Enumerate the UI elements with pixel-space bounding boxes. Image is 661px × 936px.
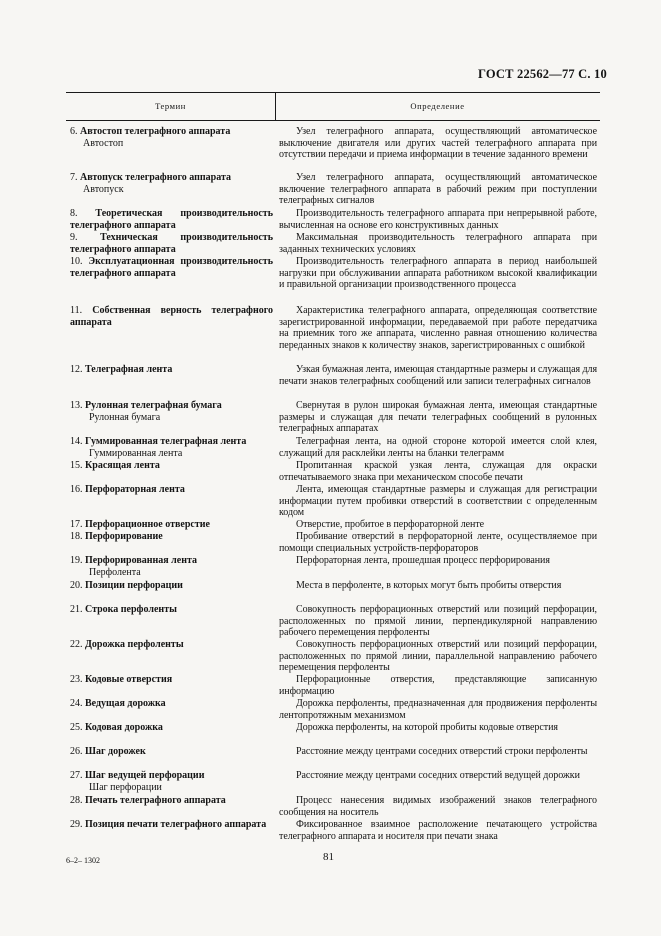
term-cell	[70, 746, 274, 758]
term-name: Теоретическая производительность телеграфного аппарата	[70, 208, 273, 231]
term-number: 22.	[70, 639, 83, 650]
term-number: 13.	[70, 400, 83, 411]
term-number: 21.	[70, 604, 83, 615]
term-cell	[70, 232, 273, 255]
definition-cell: Дорожка перфоленты, на которой пробиты кодовые отверстия	[296, 722, 558, 733]
definition-cell: Перфорационные отверстия, представляющие записанную информацию	[279, 674, 597, 697]
print-code: 6–2– 1302	[66, 856, 100, 865]
definition-cell: Пропитанная краской узкая лента, служащая для окраски отпечатываемого знака при механическом способе печати	[279, 460, 597, 483]
term-number: 9.	[70, 232, 78, 243]
term-number: 29.	[70, 819, 83, 830]
term-number: 18.	[70, 531, 83, 542]
term-cell	[70, 208, 273, 231]
term-name: Собственная верность телеграфного аппарата	[70, 305, 273, 328]
definition-cell: Пробивание отверстий в перфораторной ленте, осуществляемое при помощи специальных устройств-перфораторов	[279, 531, 597, 554]
term-number: 10.	[70, 256, 83, 267]
definition-cell: Перфораторная лента, прошедшая процесс перфорирования	[296, 555, 550, 566]
definition-cell: Процесс нанесения видимых изображений знаков телеграфного сообщения на носитель	[279, 795, 597, 818]
term-short-form: Рулонная бумага	[89, 411, 161, 423]
term-cell	[70, 519, 274, 531]
term-cell	[70, 436, 274, 459]
term-name: Позиции перфорации	[85, 580, 183, 591]
term-number: 15.	[70, 460, 83, 471]
column-header-definitions: Определение	[410, 101, 465, 111]
definition-cell: Телеграфная лента, на одной стороне которой имеется слой клея, служащий для расклейки ленты на бланки телеграмм	[279, 436, 597, 459]
term-short-form: Шаг перфорации	[89, 781, 162, 793]
term-cell	[70, 580, 274, 592]
term-number: 28.	[70, 795, 83, 806]
term-cell	[70, 484, 274, 496]
definition-cell: Совокупность перфорационных отверстий или позиций перфорации, расположенных по прямой линии, перпендикулярной направлению рабочего перемещения перфоленты	[279, 604, 597, 639]
term-number: 26.	[70, 746, 83, 757]
term-name: Шаг дорожек	[85, 746, 146, 757]
term-name: Кодовая дорожка	[85, 722, 163, 733]
term-cell	[70, 305, 273, 328]
definition-cell: Расстояние между центрами соседних отверстий строки перфоленты	[296, 746, 588, 757]
definition-cell: Лента, имеющая стандартные размеры и служащая для регистрации информации путем пробивки отверстий в соответствии с определенным кодом	[279, 484, 597, 519]
term-name: Дорожка перфоленты	[85, 639, 184, 650]
term-number: 11.	[70, 305, 83, 316]
term-number: 8.	[70, 208, 78, 219]
definition-cell: Производительность телеграфного аппарата в период наибольшей нагрузки при обслуживании аппарата работником высокой квалификации и правильной организации производственного процесса	[279, 256, 597, 291]
term-cell	[70, 400, 274, 423]
term-name: Шаг ведущей перфорации	[85, 770, 205, 781]
page-number: 81	[323, 851, 334, 863]
term-number: 16.	[70, 484, 83, 495]
term-cell	[70, 674, 274, 686]
definition-cell: Дорожка перфоленты, предназначенная для продвижения перфоленты лентопротяжным механизмом	[279, 698, 597, 721]
term-name: Строка перфоленты	[85, 604, 177, 615]
term-number: 23.	[70, 674, 83, 685]
term-cell	[70, 172, 274, 195]
term-number: 17.	[70, 519, 83, 530]
term-number: 25.	[70, 722, 83, 733]
term-cell	[70, 604, 274, 616]
column-header-terms: Термин	[155, 101, 186, 111]
term-cell	[70, 770, 274, 793]
term-number: 20.	[70, 580, 83, 591]
term-name: Ведущая дорожка	[85, 698, 166, 709]
term-number: 7.	[70, 172, 78, 183]
term-number: 6.	[70, 126, 78, 137]
definition-cell: Узел телеграфного аппарата, осуществляющий автоматическое включение телеграфного аппарата в рабочий режим при поступлении телеграфных сигналов	[279, 172, 597, 207]
term-cell	[70, 460, 274, 472]
term-name: Кодовые отверстия	[85, 674, 173, 685]
term-cell	[70, 795, 274, 807]
definition-cell: Производительность телеграфного аппарата при непрерывной работе, вычисленная на основе его конструктивных данных	[279, 208, 597, 231]
term-cell	[70, 256, 273, 279]
term-name: Перфорирование	[85, 531, 163, 542]
term-number: 12.	[70, 364, 83, 375]
term-number: 27.	[70, 770, 83, 781]
definition-cell: Фиксированное взаимное расположение печатающего устройства телеграфного аппарата и носителя при печати знака	[279, 819, 597, 842]
definition-cell: Места в перфоленте, в которых могут быть пробиты отверстия	[296, 580, 562, 591]
term-number: 24.	[70, 698, 83, 709]
term-name: Красящая лента	[85, 460, 160, 471]
term-name: Перфорированная лента	[85, 555, 198, 566]
term-short-form: Автопуск	[83, 183, 124, 195]
definition-cell: Совокупность перфорационных отверстий или позиций перфорации, расположенных по прямой линии, параллельной направлению рабочего перемещения перфоленты	[279, 639, 597, 674]
term-cell	[70, 364, 274, 376]
term-short-form: Автостоп	[83, 137, 124, 149]
term-number: 19.	[70, 555, 83, 566]
term-cell	[70, 555, 274, 578]
term-name: Перфораторная лента	[85, 484, 185, 495]
term-name: Позиция печати телеграфного аппарата	[85, 819, 267, 830]
definition-cell: Свернутая в рулон широкая бумажная лента, имеющая стандартные размеры и служащая для печати телеграфных сообщений в рулонных телеграфных аппаратах	[279, 400, 597, 435]
definition-cell: Расстояние между центрами соседних отверстий ведущей дорожки	[296, 770, 580, 781]
term-cell	[70, 698, 274, 710]
term-cell	[70, 722, 274, 734]
term-short-form: Гуммированная лента	[89, 447, 183, 459]
term-number: 14.	[70, 436, 83, 447]
page-header: ГОСТ 22562—77 С. 10	[478, 67, 607, 81]
definition-cell: Максимальная производительность телеграфного аппарата при заданных технических условиях	[279, 232, 597, 255]
term-short-form: Перфолента	[89, 566, 141, 578]
term-cell	[70, 531, 274, 543]
term-name: Гуммированная телеграфная лента	[85, 436, 247, 447]
definition-cell: Характеристика телеграфного аппарата, определяющая соответствие зарегистрированной информации, передаваемой при работе передатчика на приемник того же аппарата, численно равная отношению количества переданных знаков к количеству знаков, зарегистрированных с ошибкой	[279, 305, 597, 351]
term-cell	[70, 126, 274, 149]
term-cell	[70, 639, 274, 651]
term-name: Перфорационное отверстие	[85, 519, 210, 530]
definition-cell: Узел телеграфного аппарата, осуществляющий автоматическое выключение двигателя или других частей телеграфного аппарата при отсутствии передачи и приема информации в течение заданного времени	[279, 126, 597, 161]
definition-cell: Узкая бумажная лента, имеющая стандартные размеры и служащая для печати знаков телеграфных сообщений или записи телеграфных сигналов	[279, 364, 597, 387]
term-name: Техническая производительность телеграфного аппарата	[70, 232, 274, 255]
term-name: Эксплуатационная производительность телеграфного аппарата	[70, 256, 274, 279]
definition-cell: Отверстие, пробитое в перфораторной ленте	[296, 519, 485, 530]
term-name: Телеграфная лента	[85, 364, 173, 375]
term-cell	[70, 819, 274, 831]
term-name: Рулонная телеграфная бумага	[85, 400, 222, 411]
term-name: Автопуск телеграфного аппарата	[80, 172, 232, 183]
term-name: Печать телеграфного аппарата	[85, 795, 226, 806]
term-name: Автостоп телеграфного аппарата	[80, 126, 231, 137]
